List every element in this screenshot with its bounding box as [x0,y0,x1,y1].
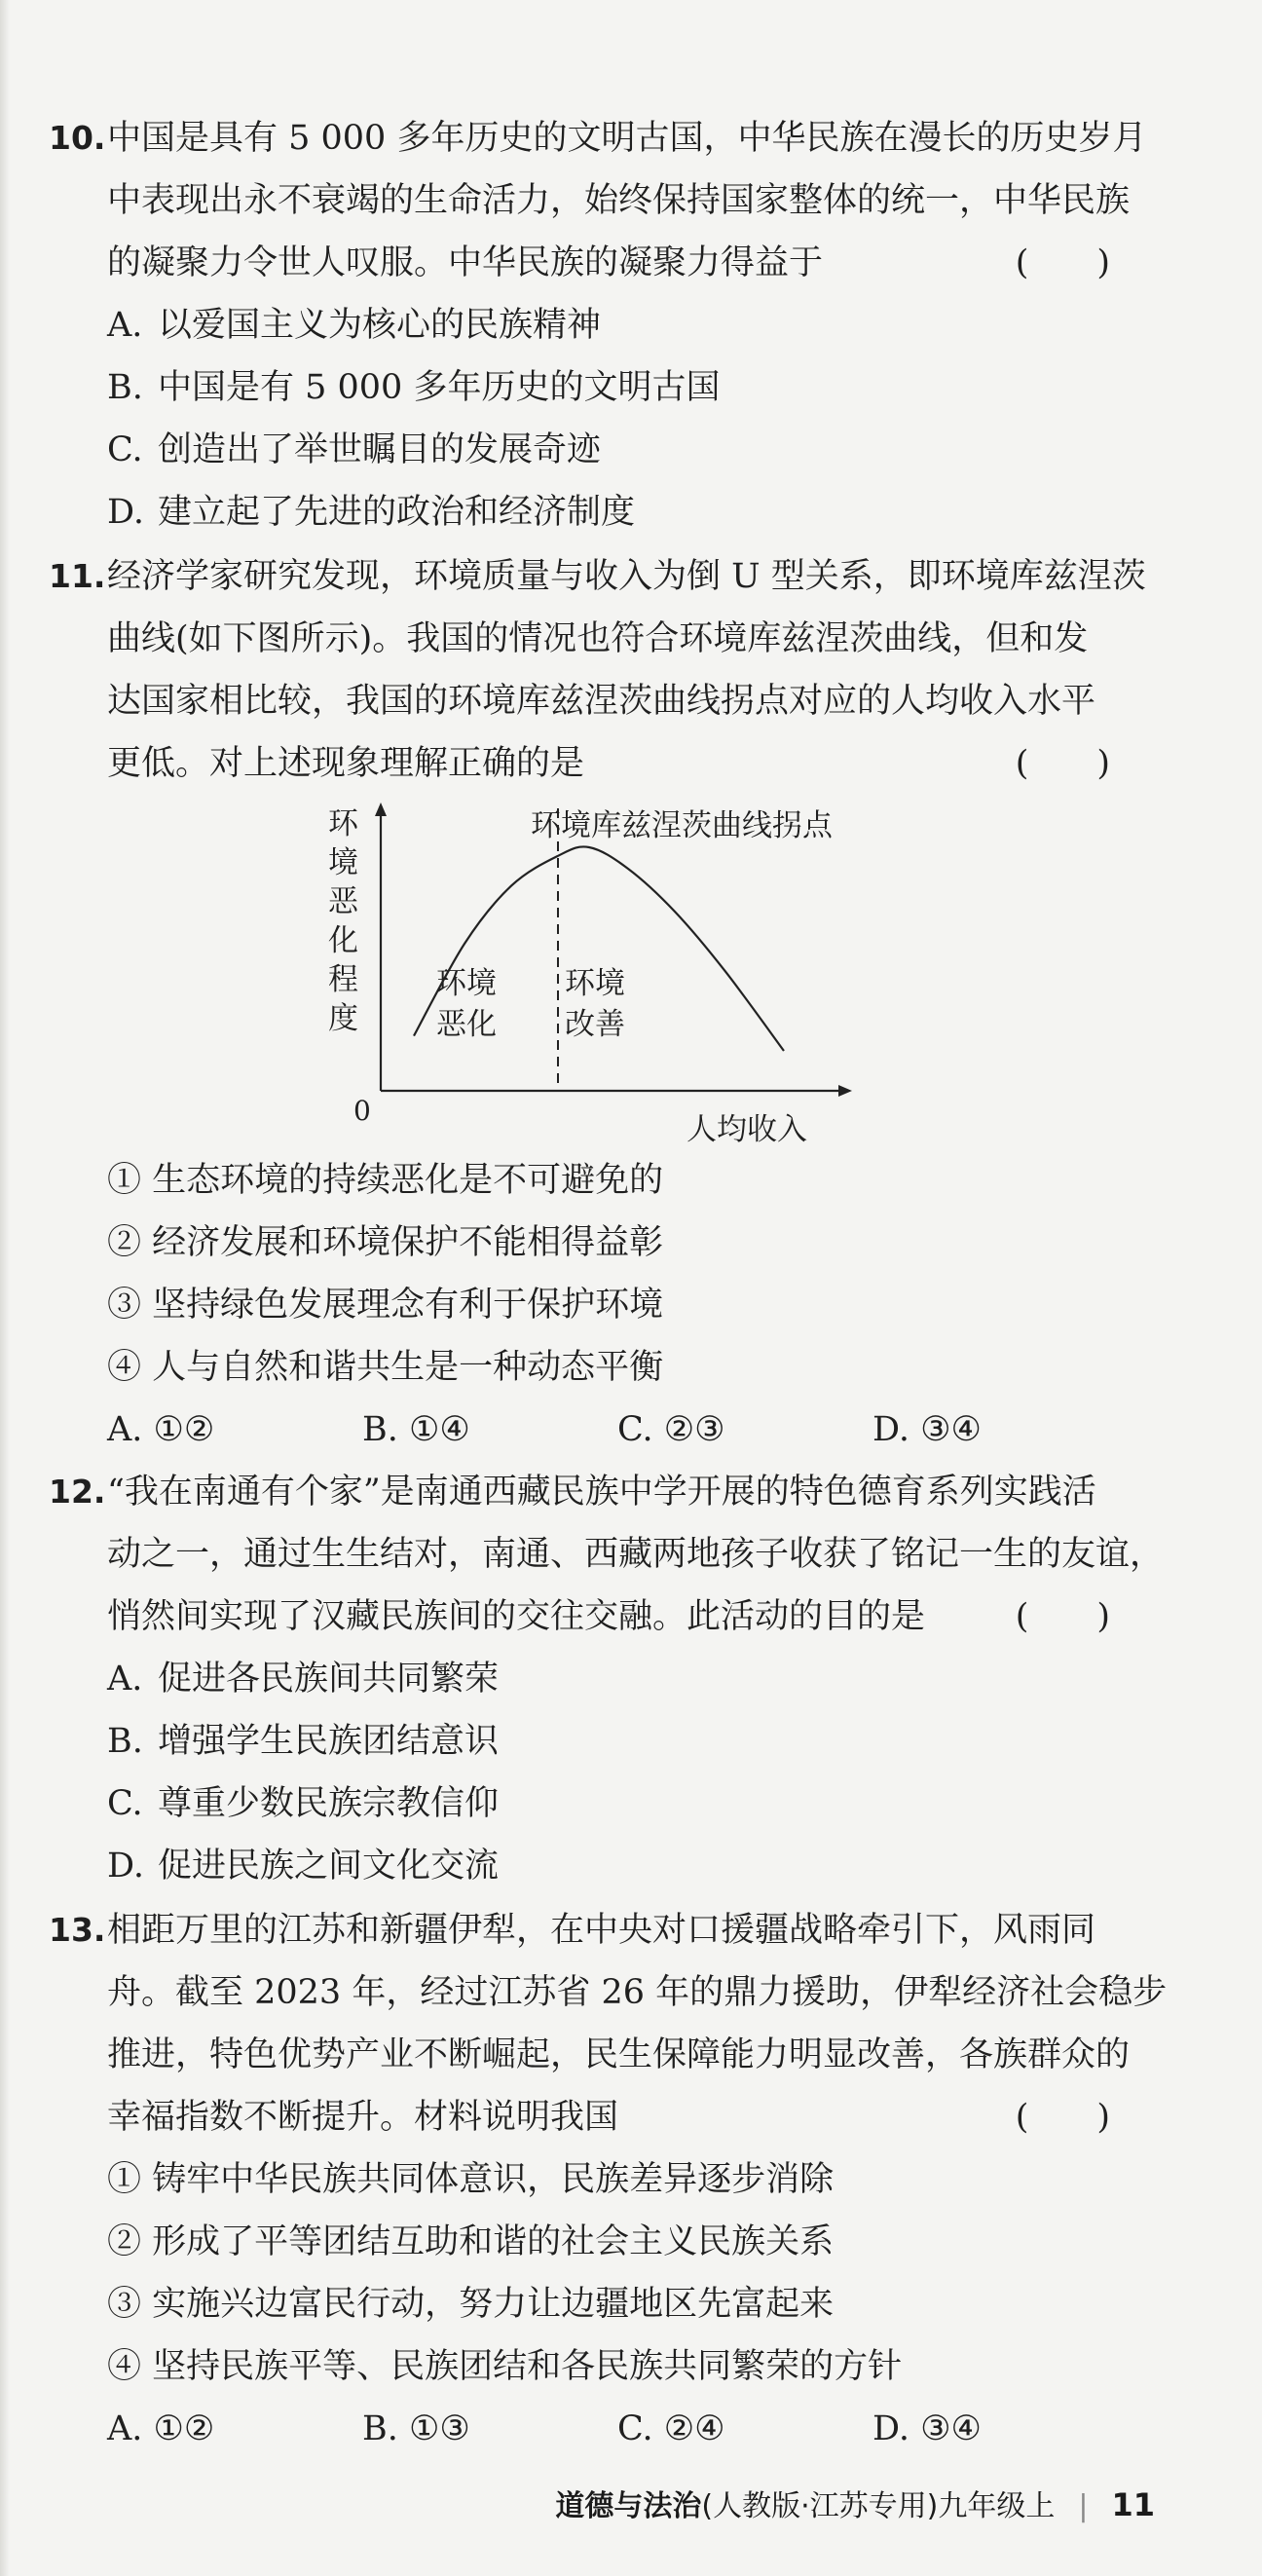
x-axis-label: 人均收入 [687,1112,807,1147]
question-text-line: 相距万里的江苏和新疆伊犁，在中央对口援疆战略牵引下，风雨同 [107,1911,1096,1950]
question-text-line: 达国家相比较，我国的环境库兹涅茨曲线拐点对应的人均收入水平 [107,682,1096,721]
footer-separator: | [1078,2489,1089,2523]
option-b[interactable]: B. 中国是有 5 000 多年历史的文明古国 [107,368,721,407]
y-axis-label [328,806,359,1036]
kuznets-curve-chart [326,799,872,1149]
option-b[interactable]: B. 增强学生民族团结意识 [107,1722,500,1761]
footer-edition: (人教版·江苏专用)九年级上 [701,2489,1056,2523]
question-number: 12. [49,1473,106,1511]
statement-1: ① 生态环境的持续恶化是不可避免的 [107,1161,664,1200]
option-c[interactable]: C. 尊重少数民族宗教信仰 [107,1784,500,1823]
y-axis-label-char: 境 [328,845,358,880]
statement-3: ③ 实施兴边富民行动，努力让边疆地区先富起来 [107,2285,835,2324]
page-edge-shadow [0,0,10,2576]
question-text-line: “我在南通有个家”是南通西藏民族中学开展的特色德育系列实践活 [107,1473,1096,1512]
question-12 [49,1461,1165,1897]
answer-parentheses[interactable]: ( ) [1015,744,1110,783]
page-footer [555,2482,1155,2524]
question-text-line: 舟。截至 2023 年，经过江苏省 26 年的鼎力援助，伊犁经济社会稳步 [107,1973,1168,2012]
answer-parentheses[interactable]: ( ) [1015,2098,1110,2137]
option-a[interactable]: A. 促进各民族间共同繁荣 [107,1660,500,1699]
choice-c[interactable]: C. ②④ [617,2409,725,2448]
question-11-statements [49,1149,1110,1461]
left-region-label: 恶化 [436,1007,497,1042]
question-text-line: 推进，特色优势产业不断崛起，民生保障能力明显改善，各族群众的 [107,2035,1131,2074]
statement-3: ③ 坚持绿色发展理念有利于保护环境 [107,1286,664,1325]
y-axis-label-char: 恶 [328,884,358,919]
option-d[interactable]: D. 建立起了先进的政治和经济制度 [107,493,636,532]
turning-point-annotation: 环境库兹涅茨曲线拐点 [531,808,833,843]
question-number: 13. [49,1911,106,1949]
left-region-label: 环境 [436,966,497,1001]
answer-choices [49,1399,1110,1461]
question-text-line: 动之一，通过生生结对，南通、西藏两地孩子收获了铭记一生的友谊， [107,1535,1165,1574]
statement-2: ② 形成了平等团结互助和谐的社会主义民族关系 [107,2222,835,2261]
choice-d[interactable]: D. ③④ [872,2409,982,2448]
question-text-line: 的凝聚力令世人叹服。中华民族的凝聚力得益于 [107,243,824,282]
statement-4: ④ 坚持民族平等、民族团结和各民族共同繁荣的方针 [107,2347,903,2386]
choice-a[interactable]: A. ①② [107,2409,215,2448]
question-number: 10. [49,119,106,157]
origin-label: 0 [353,1095,371,1127]
question-text-line: 幸福指数不断提升。材料说明我国 [107,2098,619,2137]
answer-choices [49,2398,1110,2460]
right-region-label: 环境 [565,966,625,1001]
question-text-line: 中表现出永不衰竭的生命活力，始终保持国家整体的统一，中华民族 [107,181,1131,220]
question-13 [49,1899,1168,2460]
question-text-line: 悄然间实现了汉藏民族间的交往交融。此活动的目的是 [107,1597,926,1636]
choice-b[interactable]: B. ①③ [362,2409,470,2448]
option-c[interactable]: C. 创造出了举世瞩目的发展奇迹 [107,430,602,469]
y-axis-label-char: 度 [328,1001,358,1036]
answer-parentheses[interactable]: ( ) [1015,243,1110,282]
right-region-label: 改善 [565,1007,625,1042]
question-text-line: 更低。对上述现象理解正确的是 [107,744,585,783]
y-axis-label-char: 化 [328,923,358,958]
statement-2: ② 经济发展和环境保护不能相得益彰 [107,1223,664,1262]
x-axis-arrow [838,1085,852,1097]
statement-4: ④ 人与自然和谐共生是一种动态平衡 [107,1348,664,1387]
question-text-line: 中国是具有 5 000 多年历史的文明古国，中华民族在漫长的历史岁月 [107,119,1147,158]
statement-1: ① 铸牢中华民族共同体意识，民族差异逐步消除 [107,2160,835,2199]
question-text-line: 曲线(如下图所示)。我国的情况也符合环境库兹涅茨曲线，但和发 [107,619,1089,658]
chart-svg [326,799,872,1149]
choice-b[interactable]: B. ①④ [362,1410,470,1449]
choice-a[interactable]: A. ①② [107,1410,215,1449]
question-number: 11. [49,557,106,595]
question-11 [49,545,1146,795]
page-number: 11 [1111,2486,1155,2523]
choice-c[interactable]: C. ②③ [617,1410,725,1449]
option-a[interactable]: A. 以爱国主义为核心的民族精神 [107,306,602,345]
answer-parentheses[interactable]: ( ) [1015,1597,1110,1636]
option-d[interactable]: D. 促进民族之间文化交流 [107,1847,500,1885]
question-10 [49,107,1147,543]
footer-subject: 道德与法治 [555,2489,702,2523]
y-axis-label-char: 程 [328,962,358,997]
question-text-line: 经济学家研究发现，环境质量与收入为倒 U 型关系，即环境库兹涅茨 [107,557,1146,596]
y-axis-arrow [375,803,387,816]
y-axis-label-char: 环 [328,806,358,841]
choice-d[interactable]: D. ③④ [872,1410,982,1449]
